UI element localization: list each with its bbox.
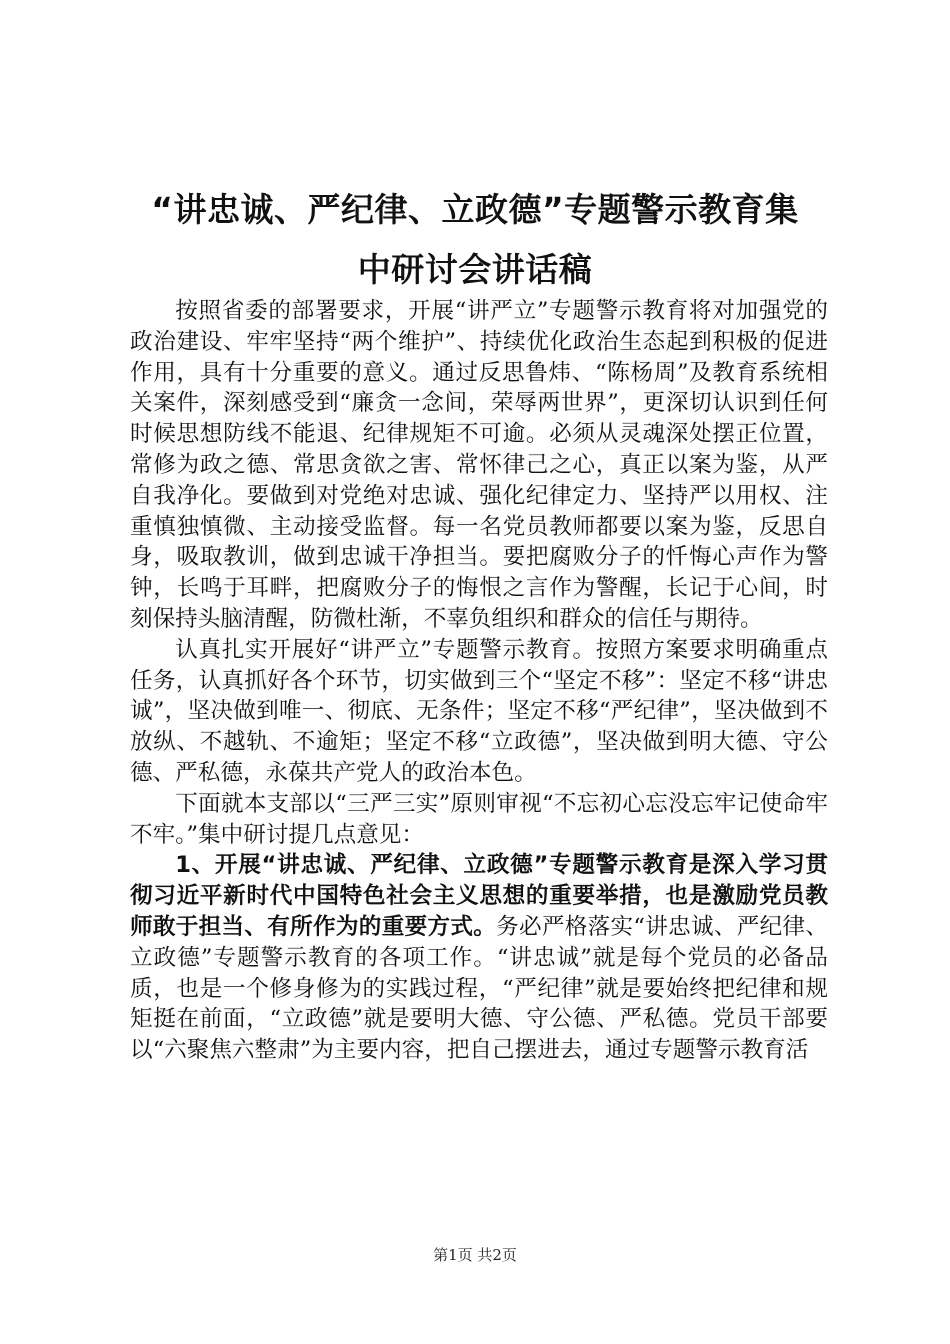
page-footer: 第1页 共2页 bbox=[433, 1246, 517, 1264]
paragraph-3: 下面就本支部以“三严三实”原则审视“不忘初心忘没忘牢记使命牢不牢。”集中研讨提几点意见： bbox=[130, 790, 828, 848]
document-title-line-1: “讲忠诚、严纪律、立政德”专题警示教育集 bbox=[151, 190, 799, 229]
document-body bbox=[130, 296, 828, 1066]
paragraph-4-bold-lead: 1、开展“讲忠诚、严纪律、立政德”专题警示教育是深入学习贯彻习近平新时代中国特色社会主义思想的重要举措，也是激励党员教师敢于担当、有所作为的重要方式。 bbox=[130, 852, 828, 940]
paragraph-4 bbox=[130, 850, 828, 1066]
document-title-line-2: 中研讨会讲话稿 bbox=[357, 250, 593, 289]
paragraph-2: 认真扎实开展好“讲严立”专题警示教育。按照方案要求明确重点任务，认真抓好各个环节，切实做到三个“坚定不移”：坚定不移“讲忠诚”，坚决做到唯一、彻底、无条件；坚定不移“严纪律”，坚决做到不放纵、不越轨、不逾矩；坚定不移“立政德”，坚决做到明大德、守公德、严私德，永葆共产党人的政治本色。 bbox=[130, 636, 828, 786]
paragraph-1: 按照省委的部署要求，开展“讲严立”专题警示教育将对加强党的政治建设、牢牢坚持“两个维护”、持续优化政治生态起到积极的促进作用，具有十分重要的意义。通过反思鲁炜、“陈杨周”及教育系统相关案件，深刻感受到“廉贪一念间，荣辱两世界”，更深切认识到任何时候思想防线不能退、纪律规矩不可逾。必须从灵魂深处摆正位置，常修为政之德、常思贪欲之害、常怀律己之心，真正以案为鉴，从严自我净化。要做到对党绝对忠诚、强化纪律定力、坚持严以用权、注重慎独慎微、主动接受监督。每一名党员教师都要以案为鉴，反思自身，吸取教训，做到忠诚干净担当。要把腐败分子的忏悔心声作为警钟，长鸣于耳畔，把腐败分子的悔恨之言作为警醒，长记于心间，时刻保持头脑清醒，防微杜渐，不辜负组织和群众的信任与期待。 bbox=[130, 298, 828, 632]
paragraph-4-text: 务必严格落实“讲忠诚、严纪律、立政德”专题警示教育的各项工作。“讲忠诚”就是每个党员的必备品质，也是一个修身修为的实践过程，“严纪律”就是要始终把纪律和规矩挺在前面，“立政德”就是要明大德、守公德、严私德。党员干部要以“六聚焦六整肃”为主要内容，把自己摆进去，通过专题警示教育活 bbox=[130, 913, 828, 1064]
